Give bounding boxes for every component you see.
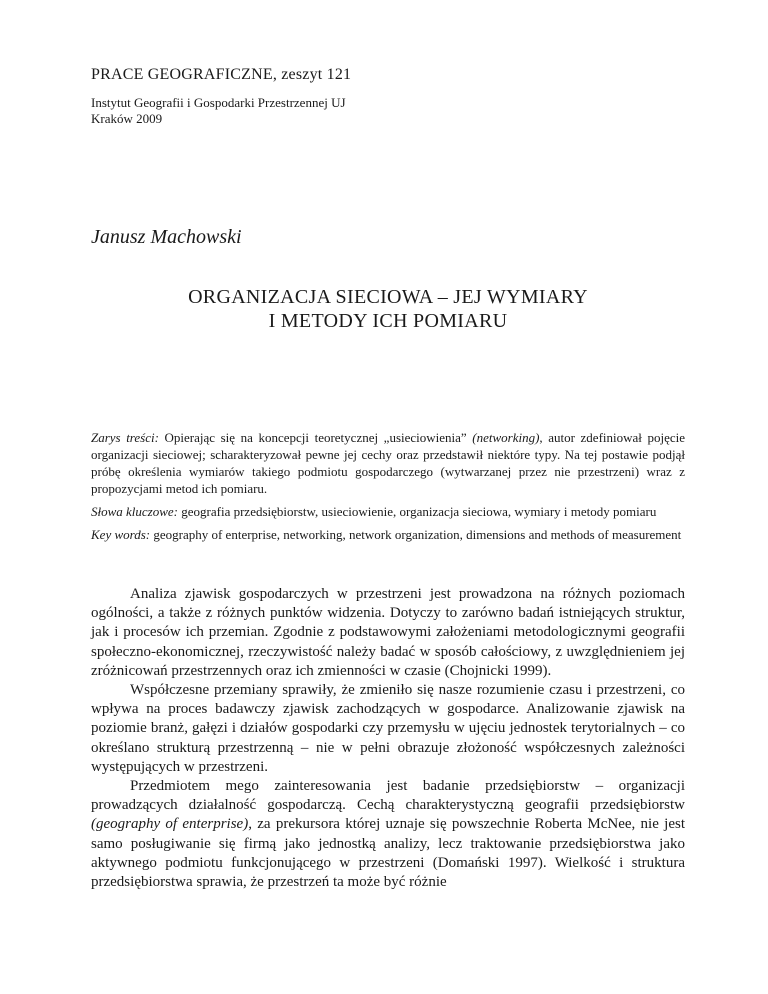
paper-title bbox=[91, 285, 685, 333]
institution-block bbox=[91, 95, 346, 127]
journal-series bbox=[91, 66, 351, 84]
keywords-en-text: geography of enterprise, networking, network organization, dimensions and methods of measurement bbox=[150, 527, 682, 542]
keywords-en bbox=[91, 526, 685, 543]
keywords-pl bbox=[91, 503, 685, 520]
body-paragraph-3 bbox=[91, 777, 685, 892]
author-name: Janusz Machowski bbox=[91, 226, 242, 248]
title-line-1: ORGANIZACJA SIECIOWA – JEJ WYMIARY bbox=[188, 286, 588, 308]
keywords-pl-label: Słowa kluczowe: bbox=[91, 504, 179, 519]
abstract bbox=[91, 429, 685, 497]
series-name: PRACE GEOGRAFICZNE bbox=[91, 66, 273, 83]
abstract-text-2: , autor zdefiniował pojęcie organizacji sieciowej; scharakteryzował pewne jej cechy oraz przedstawił niektóre typy. Na tej postawie podjął próbę określenia wymiarów takiego podmiotu gospodarczego (wytwarzanej przez nie przestrzeni) wraz z propozycjami metod ich pomiaru. bbox=[91, 430, 686, 496]
keywords-pl-text: geografia przedsiębiorstw, usieciowienie, organizacja sieciowa, wymiary i metody pomiaru bbox=[178, 504, 657, 519]
title-line-2: I METODY ICH POMIARU bbox=[268, 310, 508, 332]
abstract-label: Zarys treści: bbox=[91, 430, 159, 445]
body-p3-term: (geography of enterprise) bbox=[91, 816, 249, 833]
place-year: Kraków 2009 bbox=[91, 111, 163, 126]
body-p3-a: Przedmiotem mego zainteresowania jest badanie przedsiębiorstw – organizacji prowadzących działalność gospodarczą. Cechą charakterystyczną geografii przedsiębiorstw bbox=[91, 778, 685, 814]
keywords-en-label: Key words: bbox=[91, 527, 151, 542]
body-paragraph-1: Analiza zjawisk gospodarczych w przestrzeni jest prowadzona na różnych poziomach ogólności, a także z różnych punktów widzenia. Dotyczy to zarówno badań istniejących struktur, jak i procesów ich przemian. Zgodnie z podstawowymi założeniami metodologicznymi geografii społeczno-ekonomicznej, rzeczywistość należy badać w sposób całościowy, z uwzględnieniem jej zróżnicowań przestrzennych oraz ich zmienności w czasie (Chojnicki 1999). bbox=[91, 586, 685, 679]
body-paragraph-2: Współczesne przemiany sprawiły, że zmieniło się nasze rozumienie czasu i przestrzeni, co wpływa na proces badawczy zjawisk zachodzących w gospodarce. Analizowanie zjawisk na poziomie branż, gałęzi i działów gospodarki czy przemysłu w ujęciu jednostek terytorialnych – co określano strukturą przestrzenną – nie w pełni obrazuje złożoność współczesnych zależności występujących w przestrzeni. bbox=[91, 682, 685, 775]
abstract-term: (networking) bbox=[472, 430, 540, 445]
body-text bbox=[91, 585, 685, 892]
abstract-section bbox=[91, 429, 685, 549]
body-p3-b: , za prekursora której uznaje się powszechnie Roberta McNee, nie jest samo posługiwanie się firmą jako jednostką analizy, lecz traktowanie przedsiębiorstwa jako aktywnego podmiotu funkcjonującego w przestrzeni (Domański 1997). Wielkość i struktura przedsiębiorstwa sprawia, że przestrzeń ta może być różnie bbox=[91, 816, 685, 891]
abstract-text-1: Opierając się na koncepcji teoretycznej „usieciowienia” bbox=[158, 430, 473, 445]
series-issue: , zeszyt 121 bbox=[272, 66, 352, 83]
institute-name: Instytut Geografii i Gospodarki Przestrzennej UJ bbox=[91, 95, 346, 110]
